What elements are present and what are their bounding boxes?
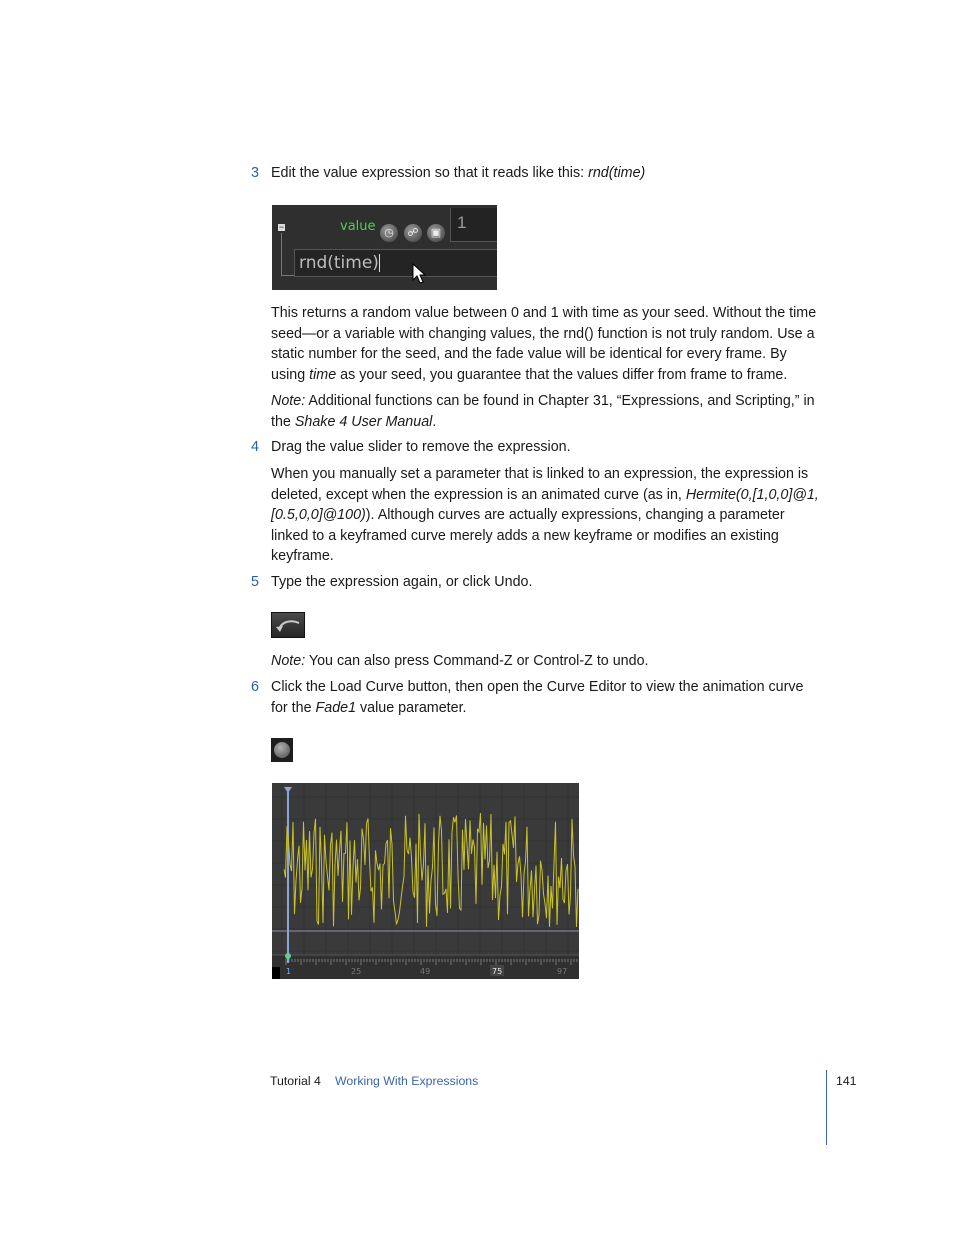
value-parameter-label: value: [340, 219, 376, 234]
load-curve-icon: [274, 742, 290, 758]
footer-chapter: Tutorial 4: [270, 1074, 321, 1088]
page-number: 141: [836, 1074, 857, 1088]
load-curve-icon[interactable]: ◷: [380, 224, 398, 242]
expression-field[interactable]: rnd(time): [294, 249, 497, 277]
curve-editor-canvas: [272, 783, 579, 979]
frame-label: 97: [557, 967, 568, 976]
value-field[interactable]: 1: [450, 208, 497, 242]
link-icon[interactable]: ☍: [404, 224, 422, 242]
footer-rule: [826, 1070, 827, 1145]
step-text: Drag the value slider to remove the expression.: [271, 439, 571, 455]
load-curve-button[interactable]: [271, 738, 293, 762]
undo-button[interactable]: [271, 612, 305, 638]
step-number: 6: [251, 679, 259, 695]
lock-icon[interactable]: ▣: [427, 224, 445, 242]
undo-icon: [272, 613, 304, 637]
collapse-icon[interactable]: −: [278, 222, 285, 232]
footer-title[interactable]: Working With Expressions: [335, 1074, 479, 1088]
step-number: 3: [251, 165, 259, 181]
note-undo: Note: You can also press Command-Z or Control-Z to undo.: [271, 653, 649, 669]
curve-editor-screenshot: [272, 783, 579, 979]
step-text: Type the expression again, or click Undo.: [271, 574, 533, 590]
frame-label: 49: [420, 967, 431, 976]
note-functions: Note: Additional functions can be found in Chapter 31, “Expressions, and Scripting,” in the Shake 4 User Manual.: [271, 393, 815, 430]
current-frame-label: 75: [492, 967, 503, 976]
step-number: 4: [251, 439, 259, 455]
expression-deletion-paragraph: When you manually set a parameter that is linked to an expression, the expression is deleted, except when the expression is an animated curve (as in, Hermite(0,[1,0,0]@1,[0.5,0,0]@100)). Although curves are actually expressions, changing a parameter linked to a keyframed curve merely adds a new keyframe or modifies an existing keyframe.: [271, 466, 819, 564]
frame-label: 25: [351, 967, 362, 976]
tree-connector: [281, 233, 294, 276]
step-number: 5: [251, 574, 259, 590]
frame-label: 1: [286, 967, 292, 976]
mouse-cursor-icon: [412, 263, 428, 285]
step-text: Edit the value expression so that it reads like this: rnd(time): [271, 165, 646, 181]
step-text: Click the Load Curve button, then open the Curve Editor to view the animation curve for the Fade1 value parameter.: [271, 679, 804, 716]
explanation-paragraph: This returns a random value between 0 and 1 with time as your seed. Without the time seed—or a variable with changing values, the rnd() function is not truly random. Use a static number for the seed, and the fade value will be identical for every frame. By using time as your seed, you guarantee that the values differ from frame to frame.: [271, 305, 817, 383]
value-parameter-screenshot: [272, 205, 497, 290]
